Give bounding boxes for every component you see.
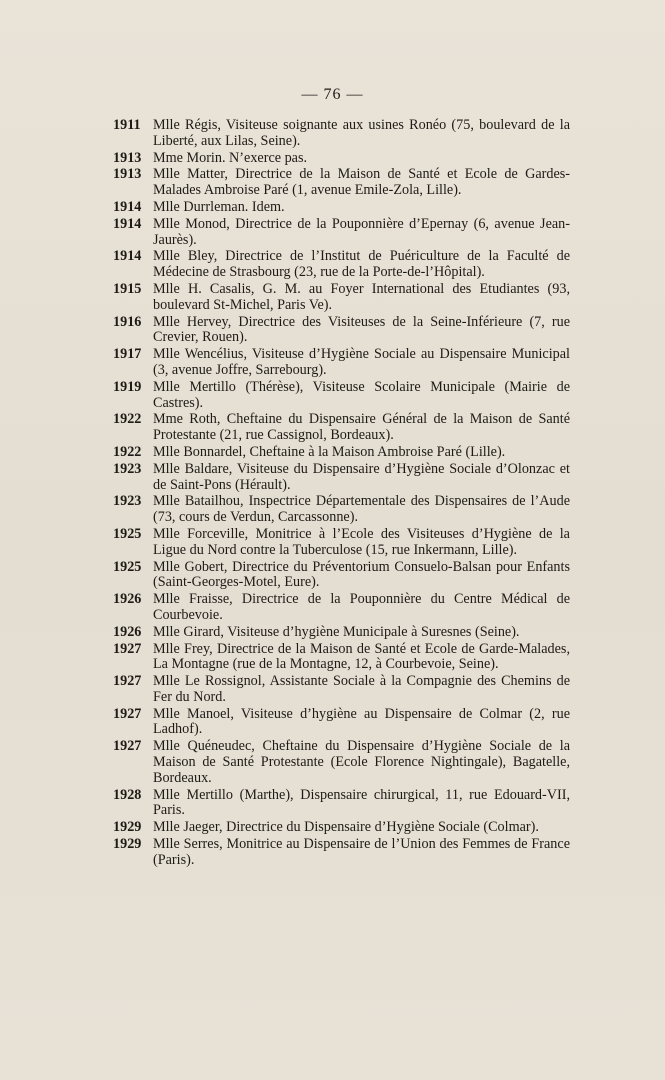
entry-year: 1927 bbox=[113, 738, 142, 755]
entry-text: Mlle Gobert, Directrice du Préventorium Consuelo-Balsan pour Enfants (Saint-Georges-Motel, Eure). bbox=[153, 558, 570, 591]
entry-year: 1914 bbox=[113, 215, 142, 232]
entry-text: Mlle Durrleman. Idem. bbox=[153, 198, 285, 215]
list-item bbox=[113, 642, 570, 674]
entry-text: Mlle Le Rossignol, Assistante Sociale à la Compagnie des Chemins de Fer du Nord. bbox=[153, 673, 570, 705]
entry-text: Mlle Mertillo (Thérèse), Visiteuse Scolaire Municipale (Mairie de Castres). bbox=[153, 378, 570, 411]
entry-text: Mlle Hervey, Directrice des Visiteuses de la Seine-Inférieure (7, rue Crevier, Rouen). bbox=[153, 313, 570, 346]
entry-year: 1915 bbox=[113, 280, 142, 297]
list-item bbox=[113, 592, 570, 624]
entry-text: Mlle Wencélius, Visiteuse d’Hygiène Sociale au Dispensaire Municipal (3, avenue Joffre, Sarrebourg). bbox=[153, 346, 570, 378]
entry-year: 1927 bbox=[113, 673, 142, 690]
entry-text: Mlle Frey, Directrice de la Maison de Santé et Ecole de Garde-Malades, La Montagne (rue de la Montagne, 12, à Courbevoie, Seine). bbox=[153, 640, 570, 673]
entry-text: Mlle Fraisse, Directrice de la Pouponnière du Centre Médical de Courbevoie. bbox=[153, 591, 570, 623]
list-item bbox=[113, 527, 570, 559]
entry-year: 1923 bbox=[113, 460, 142, 477]
entry-text: Mlle Régis, Visiteuse soignante aux usines Ronéo (75, boulevard de la Liberté, aux Lilas, Seine). bbox=[153, 117, 570, 149]
entry-text: Mlle Forceville, Monitrice à l’Ecole des Visiteuses d’Hygiène de la Ligue du Nord contre la Tuberculose (15, rue Inkermann, Lille). bbox=[153, 525, 570, 558]
list-item bbox=[113, 200, 570, 216]
entry-year: 1922 bbox=[113, 411, 142, 428]
list-item bbox=[113, 167, 570, 199]
entry-year: 1925 bbox=[113, 525, 142, 542]
entry-year: 1917 bbox=[113, 346, 142, 363]
entry-year: 1927 bbox=[113, 705, 142, 722]
list-item bbox=[113, 217, 570, 249]
entry-year: 1927 bbox=[113, 640, 142, 657]
list-item bbox=[113, 151, 570, 167]
list-item bbox=[113, 837, 570, 869]
entry-year: 1913 bbox=[113, 166, 142, 183]
entry-year: 1919 bbox=[113, 378, 142, 395]
entry-text: Mlle Batailhou, Inspectrice Départementale des Dispensaires de l’Aude (73, cours de Verdun, Carcassonne). bbox=[153, 493, 570, 526]
entry-text: Mme Morin. N’exerce pas. bbox=[153, 149, 308, 166]
entry-year: 1929 bbox=[113, 819, 142, 836]
list-item bbox=[113, 249, 570, 281]
entry-text: Mlle H. Casalis, G. M. au Foyer International des Etudiantes (93, boulevard St-Michel, Paris Ve). bbox=[153, 280, 570, 313]
list-item bbox=[113, 494, 570, 526]
list-item bbox=[113, 118, 570, 150]
entry-text: Mme Roth, Cheftaine du Dispensaire Général de la Maison de Santé Protestante (21, rue Cassignol, Bordeaux). bbox=[153, 411, 570, 444]
entry-text: Mlle Serres, Monitrice au Dispensaire de l’Union des Femmes de France (Paris). bbox=[153, 836, 570, 868]
entry-text: Mlle Baldare, Visiteuse du Dispensaire d’Hygiène Sociale d’Olonzac et de Saint-Pons (Hérault). bbox=[153, 460, 570, 493]
entry-text: Mlle Quéneudec, Cheftaine du Dispensaire d’Hygiène Sociale de la Maison de Santé Protestante (Ecole Florence Nightingale), Bagatelle, Bordeaux. bbox=[153, 738, 570, 786]
entry-year: 1928 bbox=[113, 786, 142, 803]
entry-year: 1914 bbox=[113, 198, 142, 215]
list-item bbox=[113, 739, 570, 786]
list-item bbox=[113, 674, 570, 706]
list-item bbox=[113, 788, 570, 820]
entry-year: 1916 bbox=[113, 313, 142, 330]
list-item bbox=[113, 315, 570, 347]
page-number: — 76 — bbox=[301, 86, 364, 103]
list-item bbox=[113, 347, 570, 379]
entry-text: Mlle Jaeger, Directrice du Dispensaire d’Hygiène Sociale (Colmar). bbox=[153, 819, 539, 836]
entry-year: 1922 bbox=[113, 443, 142, 460]
entry-year: 1929 bbox=[113, 836, 142, 853]
list-item bbox=[113, 282, 570, 314]
list-item bbox=[113, 560, 570, 592]
entry-text: Mlle Matter, Directrice de la Maison de Santé et Ecole de Gardes-Malades Ambroise Paré (1, avenue Emile-Zola, Lille). bbox=[153, 166, 570, 199]
entry-list bbox=[113, 118, 570, 870]
entry-year: 1913 bbox=[113, 149, 142, 166]
entry-text: Mlle Manoel, Visiteuse d’hygiène au Dispensaire de Colmar (2, rue Ladhof). bbox=[153, 705, 570, 738]
entry-year: 1926 bbox=[113, 591, 142, 608]
list-item bbox=[113, 412, 570, 444]
entry-text: Mlle Girard, Visiteuse d’hygiène Municipale à Suresnes (Seine). bbox=[153, 623, 520, 640]
entry-year: 1911 bbox=[113, 117, 141, 133]
entry-text: Mlle Mertillo (Marthe), Dispensaire chirurgical, 11, rue Edouard-VII, Paris. bbox=[153, 786, 570, 819]
entry-text: Mlle Monod, Directrice de la Pouponnière d’Epernay (6, avenue Jean-Jaurès). bbox=[153, 215, 570, 248]
entry-year: 1926 bbox=[113, 623, 142, 640]
entry-year: 1925 bbox=[113, 558, 142, 575]
list-item bbox=[113, 820, 570, 836]
list-item bbox=[113, 462, 570, 494]
list-item bbox=[113, 707, 570, 739]
entry-year: 1914 bbox=[113, 248, 142, 265]
entry-text: Mlle Bley, Directrice de l’Institut de Puériculture de la Faculté de Médecine de Strasbourg (23, rue de la Porte-de-l’Hôpital). bbox=[153, 248, 570, 281]
list-item bbox=[113, 625, 570, 641]
list-item bbox=[113, 380, 570, 412]
list-item bbox=[113, 445, 570, 461]
entry-year: 1923 bbox=[113, 493, 142, 510]
entry-text: Mlle Bonnardel, Cheftaine à la Maison Ambroise Paré (Lille). bbox=[153, 443, 506, 460]
